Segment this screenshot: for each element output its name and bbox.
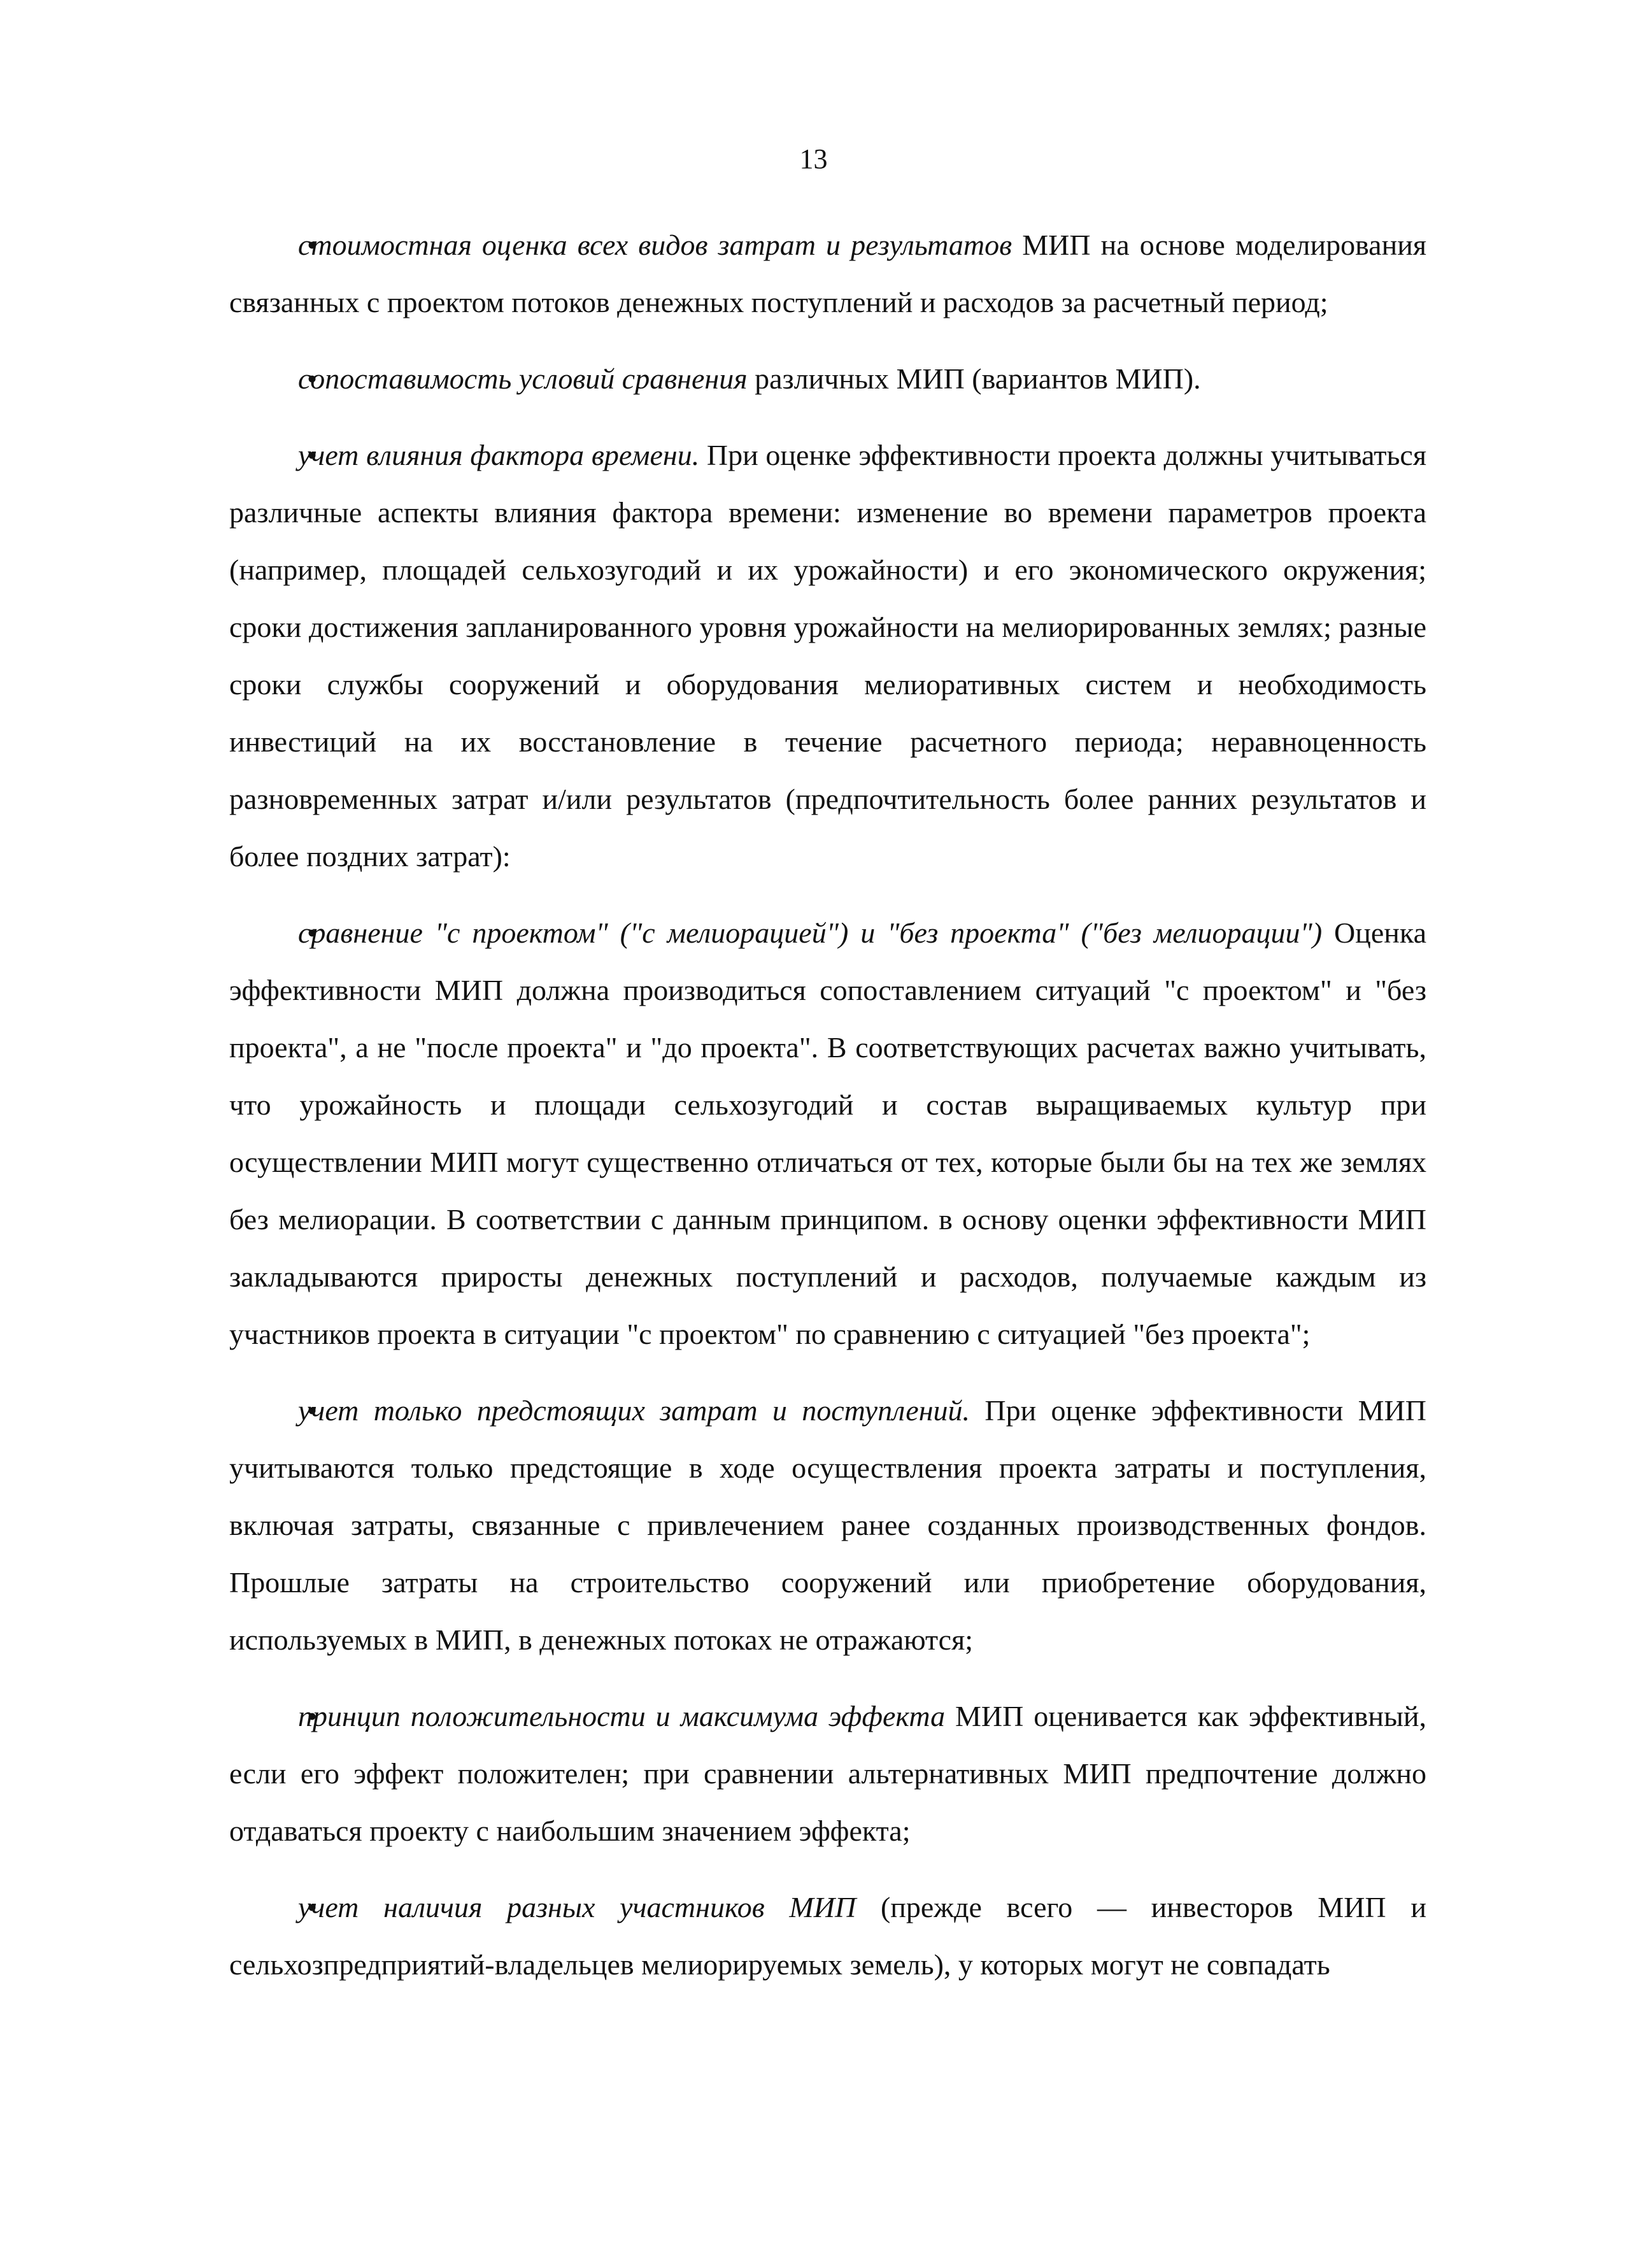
bullet-lead: учет наличия разных участников МИП [298, 1891, 856, 1923]
bullet-lead: стоимостная оценка всех видов затрат и результатов [298, 229, 1012, 261]
bullet-item-participants [229, 1879, 1426, 1993]
bullet-lead: принцип положительности и максимума эффекта [298, 1700, 946, 1732]
bullet-text: МИП оценивается как эффективный, если его эффект положителен; при сравнении альтернативных МИП предпочтение должно отдаваться проекту с наибольшим значением эффекта; [229, 1700, 1426, 1847]
bullet-item-with-without-project [229, 904, 1426, 1363]
bullet-text: МИП на основе моделирования связанных с проектом потоков денежных поступлений и расходов за расчетный период; [229, 229, 1426, 318]
bullet-text: При оценке эффективности проекта должны учитываться различные аспекты влияния фактора времени: изменение во времени параметров проекта (например, площадей сельхозугодий и их урожайности) и его экономического окружения; сроки достижения запланированного уровня урожайности на мелиорированных землях; разные сроки службы сооружений и оборудования мелиоративных систем и необходимость инвестиций на их восстановление в течение расчетного периода; неравноценность разновременных затрат и/или результатов (предпочтительность более ранних результатов и более поздних затрат): [229, 439, 1427, 873]
bullet-item-cost-valuation [229, 217, 1426, 331]
bullet-lead: учет влияния фактора времени. [298, 439, 700, 471]
bullet-item-comparability [229, 350, 1426, 408]
bullet-lead: учет только предстоящих затрат и поступлений. [298, 1394, 970, 1427]
page-number: 13 [799, 143, 828, 175]
bullet-text: различных МИП (вариантов МИП). [747, 362, 1201, 395]
bullet-text: При оценке эффективности МИП учитываются только предстоящие в ходе осуществления проекта затраты и поступления, включая затраты, связанные с привлечением ранее созданных производственных фондов. Прошлые затраты на строительство сооружений или приобретение оборудования, используемых в МИП, в денежных потоках не отражаются; [229, 1394, 1426, 1656]
bullet-text: Оценка эффективности МИП должна производиться сопоставлением ситуаций "с проектом" и "без проекта", а не "после проекта" и "до проекта". В соответствующих расчетах важно учитывать, что урожайность и площади сельхозугодий и состав выращиваемых культур при осуществлении МИП могут существенно отличаться от тех, которые были бы на тех же землях без мелиорации. В соответствии с данным принципом. в основу оценки эффективности МИП закладываются приросты денежных поступлений и расходов, получаемые каждым из участников проекта в ситуации "с проектом" по сравнению с ситуацией "без проекта"; [229, 916, 1426, 1350]
bullet-text: (прежде всего — инвесторов МИП и сельхозпредприятий-владельцев мелиорируемых земель), у которых могут не совпадать [229, 1891, 1426, 1981]
bullet-item-time-factor [229, 427, 1426, 885]
bullet-item-future-costs [229, 1382, 1426, 1669]
bullet-lead: сопоставимость условий сравнения [298, 362, 748, 395]
bullet-lead: сравнение "с проектом" ("с мелиорацией") и "без проекта" ("без мелиорации") [298, 916, 1323, 949]
page-body [229, 217, 1426, 2013]
bullet-item-positive-effect [229, 1688, 1426, 1860]
